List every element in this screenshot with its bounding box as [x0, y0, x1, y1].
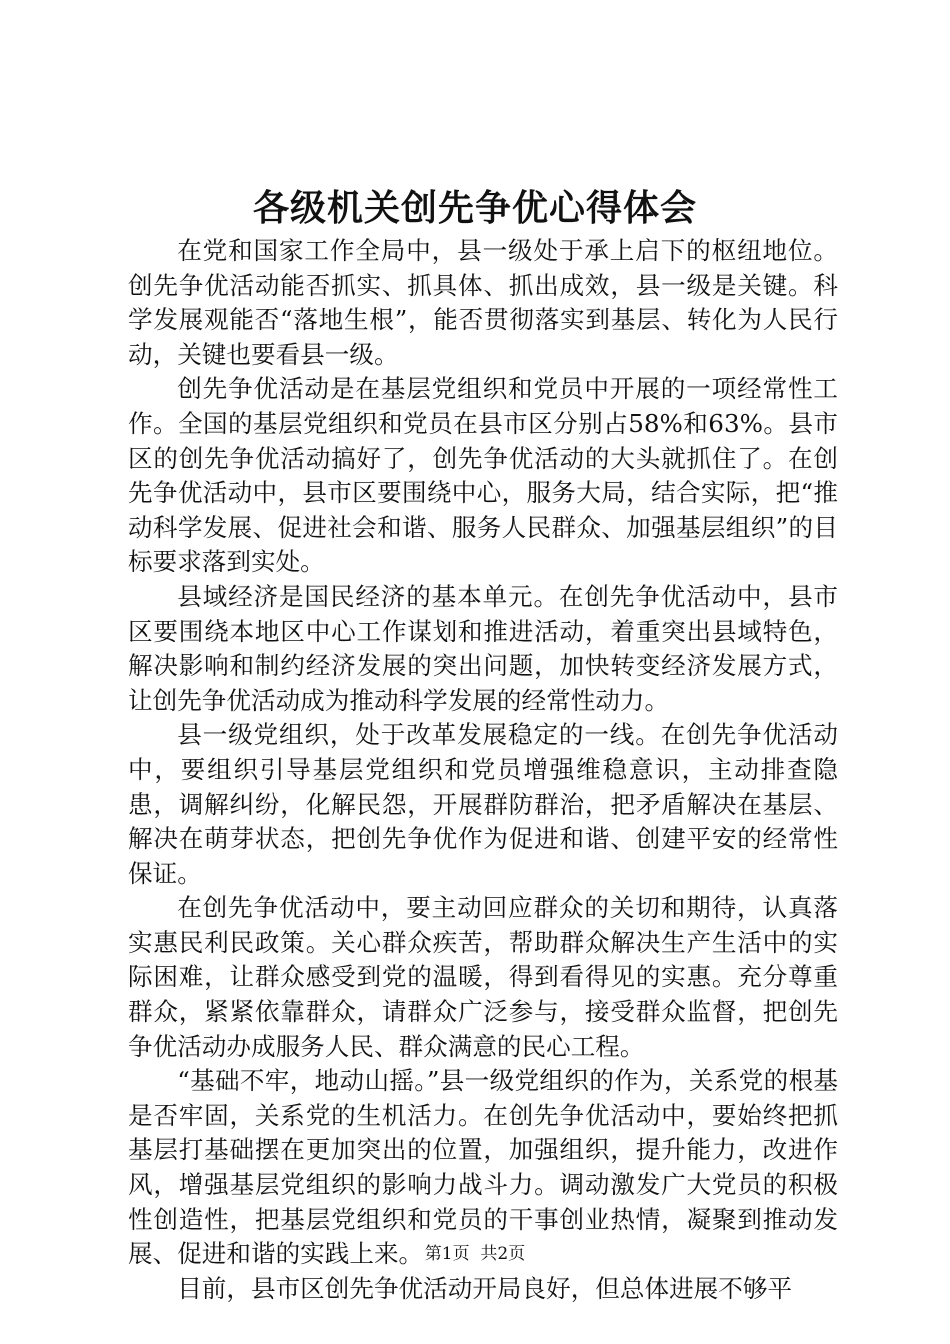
paragraph: “基础不牢，地动山摇。”县一级党组织的作为，关系党的根基是否牢固，关系党的生机活力。在创先争优活动中，要始终把抓基层打基础摆在更加突出的位置，加强组织，提升能力，改进作风，增强基层党组织的影响力战斗力。调动激发广大党员的积极性创造性，把基层党组织和党员的干事创业热情，凝聚到推动发展、促进和谐的实践上来。 [128, 1066, 838, 1269]
paragraph: 县一级党组织，处于改革发展稳定的一线。在创先争优活动中，要组织引导基层党组织和党员增强维稳意识，主动排查隐患，调解纠纷，化解民怨，开展群防群治，把矛盾解决在基层、解决在萌芽状态，把创先争优作为促进和谐、创建平安的经常性保证。 [128, 720, 838, 888]
page-number: 第1页 共2页 [424, 1244, 526, 1264]
paragraph: 在党和国家工作全局中，县一级处于承上启下的枢纽地位。创先争优活动能否抓实、抓具体、抓出成效，县一级是关键。科学发展观能否“落地生根”，能否贯彻落实到基层、转化为人民行动，关键也要看县一级。 [128, 236, 838, 369]
paragraph: 创先争优活动是在基层党组织和党员中开展的一项经常性工作。全国的基层党组织和党员在县市区分别占58%和63%。县市区的创先争优活动搞好了，创先争优活动的大头就抓住了。在创先争优活动中，县市区要围绕中心，服务大局，结合实际，把“推动科学发展、促进社会和谐、服务人民群众、加强基层组织”的目标要求落到实处。 [128, 374, 838, 577]
paragraph: 县域经济是国民经济的基本单元。在创先争优活动中，县市区要围绕本地区中心工作谋划和推进活动，着重突出县域特色，解决影响和制约经济发展的突出问题，加快转变经济发展方式，让创先争优活动成为推动科学发展的经常性动力。 [128, 581, 838, 715]
paragraph: 目前，县市区创先争优活动开局良好，但总体进展不够平 [177, 1273, 793, 1303]
document-body [128, 234, 838, 1306]
paragraph: 在创先争优活动中，要主动回应群众的关切和期待，认真落实惠民利民政策。关心群众疾苦，帮助群众解决生产生活中的实际困难，让群众感受到党的温暖，得到看得见的实惠。充分尊重群众，紧紧依靠群众，请群众广泛参与，接受群众监督，把创先争优活动办成服务人民、群众满意的民心工程。 [128, 893, 838, 1061]
page-footer [0, 1242, 950, 1266]
document-title: 各级机关创先争优心得体会 [252, 187, 697, 229]
